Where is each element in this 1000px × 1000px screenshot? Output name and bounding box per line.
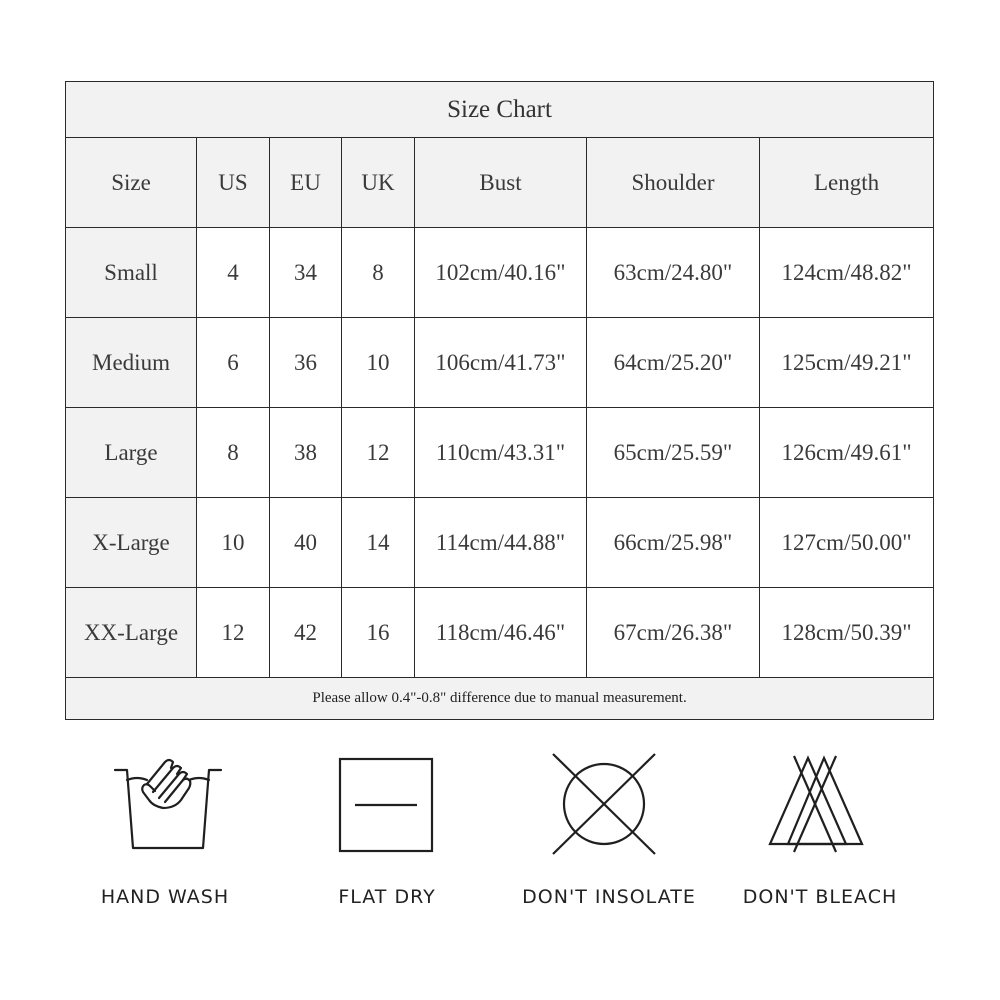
size-row-xx-large <box>66 588 934 678</box>
eu-size-cell: 42 <box>270 588 342 678</box>
eu-size-cell: 36 <box>270 318 342 408</box>
uk-size-cell: 8 <box>342 228 415 318</box>
size-chart-table <box>65 81 934 720</box>
bust-cell: 110cm/43.31" <box>415 408 587 498</box>
us-size-cell: 10 <box>197 498 270 588</box>
flat-dry-label: FLAT DRY <box>338 886 436 908</box>
column-header-size: Size <box>66 138 197 228</box>
flat-dry-icon <box>331 748 441 860</box>
length-cell: 125cm/49.21" <box>760 318 934 408</box>
eu-size-cell: 40 <box>270 498 342 588</box>
uk-size-cell: 12 <box>342 408 415 498</box>
column-header-length: Length <box>760 138 934 228</box>
size-name-cell: Large <box>66 408 197 498</box>
measurement-note: Please allow 0.4"-0.8" difference due to manual measurement. <box>66 678 934 720</box>
us-size-cell: 12 <box>197 588 270 678</box>
size-row-x-large <box>66 498 934 588</box>
bust-cell: 106cm/41.73" <box>415 318 587 408</box>
column-header-us: US <box>197 138 270 228</box>
length-cell: 127cm/50.00" <box>760 498 934 588</box>
do-not-tumble-dry-icon <box>549 748 659 860</box>
dont-insolate-label: DON'T INSOLATE <box>522 886 696 908</box>
size-row-large <box>66 408 934 498</box>
hand-wash-icon <box>113 748 223 860</box>
size-name-cell: XX-Large <box>66 588 197 678</box>
bust-cell: 102cm/40.16" <box>415 228 587 318</box>
length-cell: 124cm/48.82" <box>760 228 934 318</box>
size-chart-title: Size Chart <box>66 82 934 138</box>
shoulder-cell: 63cm/24.80" <box>587 228 760 318</box>
size-name-cell: X-Large <box>66 498 197 588</box>
us-size-cell: 4 <box>197 228 270 318</box>
size-row-medium <box>66 318 934 408</box>
size-row-small <box>66 228 934 318</box>
column-header-eu: EU <box>270 138 342 228</box>
size-name-cell: Small <box>66 228 197 318</box>
shoulder-cell: 66cm/25.98" <box>587 498 760 588</box>
column-header-shoulder: Shoulder <box>587 138 760 228</box>
shoulder-cell: 64cm/25.20" <box>587 318 760 408</box>
size-chart-header-row <box>66 138 934 228</box>
column-header-bust: Bust <box>415 138 587 228</box>
bust-cell: 118cm/46.46" <box>415 588 587 678</box>
uk-size-cell: 10 <box>342 318 415 408</box>
uk-size-cell: 14 <box>342 498 415 588</box>
eu-size-cell: 38 <box>270 408 342 498</box>
shoulder-cell: 65cm/25.59" <box>587 408 760 498</box>
hand-wash-label: HAND WASH <box>100 886 230 908</box>
us-size-cell: 8 <box>197 408 270 498</box>
bust-cell: 114cm/44.88" <box>415 498 587 588</box>
eu-size-cell: 34 <box>270 228 342 318</box>
do-not-bleach-icon <box>766 748 876 860</box>
length-cell: 128cm/50.39" <box>760 588 934 678</box>
length-cell: 126cm/49.61" <box>760 408 934 498</box>
us-size-cell: 6 <box>197 318 270 408</box>
dont-bleach-label: DON'T BLEACH <box>742 886 898 908</box>
column-header-uk: UK <box>342 138 415 228</box>
shoulder-cell: 67cm/26.38" <box>587 588 760 678</box>
size-name-cell: Medium <box>66 318 197 408</box>
uk-size-cell: 16 <box>342 588 415 678</box>
